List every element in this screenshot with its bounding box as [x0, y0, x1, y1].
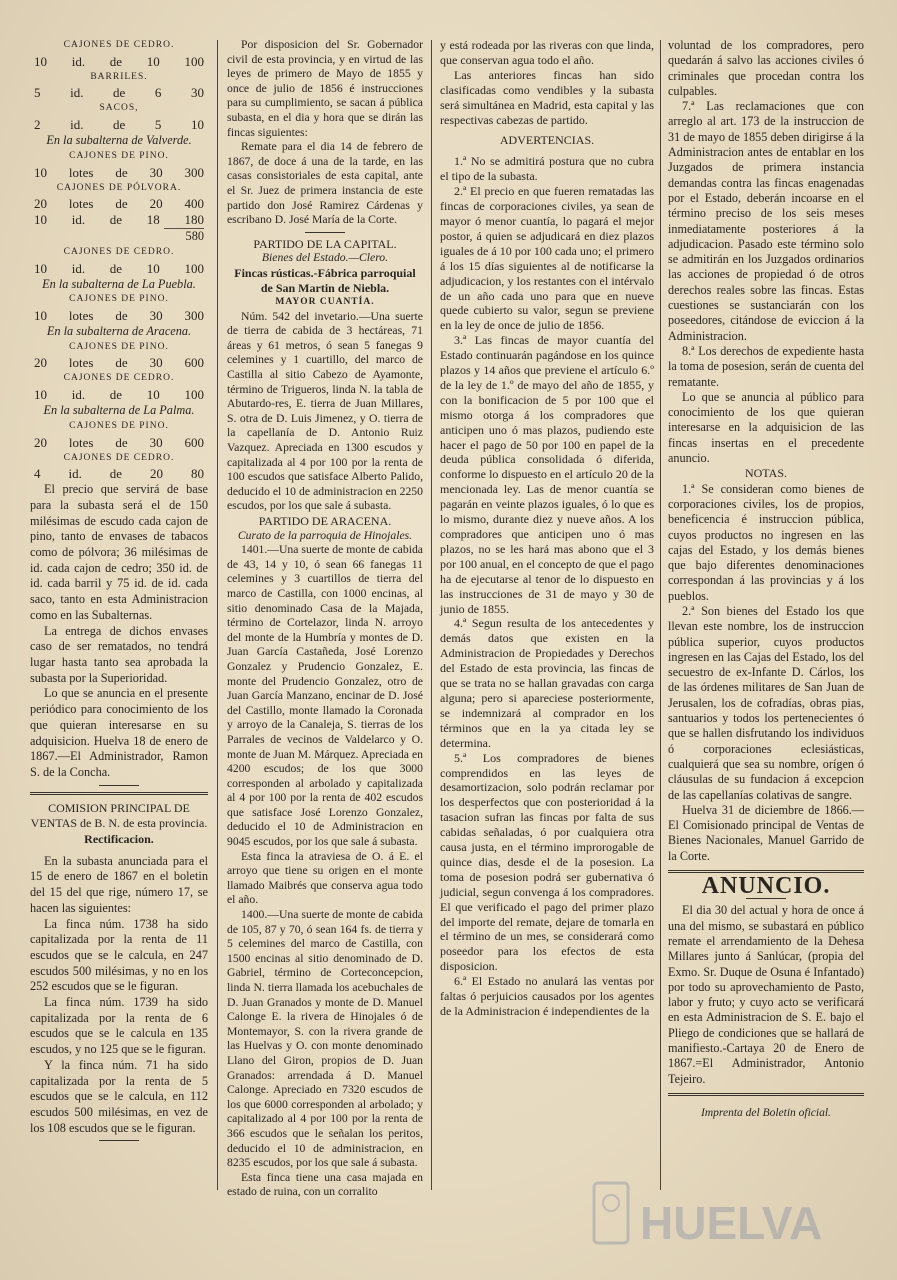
paragraph: 4.ª Segun resulta de los antecedentes y demás datos que existen en la Administracion de Propiedades y Derechos del Estado de esta provincia, las fincas de que se trata no se hallan gravadas con carga alguna; pero si apareciese posteriormente, se indemnizará al comprador en los términos que en la ya citada ley se determina.	[440, 616, 654, 750]
separator	[305, 232, 345, 233]
column-2	[227, 38, 423, 1200]
lot-row: 2 id. de 5 10	[34, 117, 204, 133]
notas-heading: NOTAS.	[744, 466, 788, 481]
lot-row: 10 id. de 10 100	[34, 260, 204, 276]
watermark-text: HUELVA	[640, 1197, 823, 1249]
paragraph: 8.ª Los derechos de expediente hasta la toma de posesion, serán de cuenta del rematante.	[668, 343, 864, 389]
paragraph: Núm. 542 del invetario.—Una suerte de tierra de cabida de 3 hectáreas, 71 áreas y 61 metros, ó sean 5 fanegas 9 celemines y 1 cuartillo, del marco de Castilla al sitio Cabezo de Ayamonte, término de Trigueros, linda N. la tabla de Abutardo-res, E. tierra de Juan Millares, S. otra de D. Luis Jimenez, y O. tierra de la capellanía de D. Antonio Ruiz Vazquez. Apreciada en 1300 escudos y capitalizada al 4 por 100 por la renta de 100 escudos que satisface Alberto Palido, deducido el 10 de administracion en 2250 escudos, por los que sale á subasta.	[227, 309, 423, 513]
lot-row: 10 id. de 10 100	[34, 53, 204, 69]
paragraph: 1400.—Una suerte de monte de cabida de 105, 87 y 70, ó sean 164 fs. de tierra y 5 celemines del marco de Castilla, con 1500 encinas al sitio denominado de D. Gabriel, término de Corteconcepcion, linda N. tierra llamada los acebuchales de D. Juan Granados y monte de D. Manuel Calonge E. la rivera de Hinojales ó de Montemayor, S. con la rivera grande de las Huelvas y O. con monte denominado Llano del Giron, propios de D. Juan Granados: arrendada á D. Manuel Calonge. Apreciado en 7320 escudos de los que 6000 corresponden al arbolado; y capitalizado al 4 por 100 por la renta de 366 escudos que le señalan los peritos, deducido el 10 de administracion, en 8235 escudos, por los que sale á subasta.	[227, 908, 423, 1170]
anuncio-heading: ANUNCIO.	[701, 873, 831, 900]
paragraph: Huelva 31 de diciembre de 1866.—El Comisionado principal de Ventas de Bienes Nacionales, Manuel Garrido de la Corte.	[668, 802, 864, 863]
section-label: CAJONES DE PINO.	[69, 420, 169, 431]
subalterna-heading: En la subalterna de Aracena.	[46, 324, 192, 339]
section-label: CAJONES DE CEDRO.	[63, 246, 175, 257]
paragraph: y está rodeada por las riveras con que linda, que conservan agua todo el año.	[440, 38, 654, 67]
lot-row: 20 lotes de 20 400	[34, 196, 204, 212]
subalterna-heading: En la subalterna de Valverde.	[46, 133, 192, 148]
lot-row: 10 id. de 18 180	[34, 212, 204, 228]
section-label: CAJONES DE PINO.	[69, 150, 169, 161]
paragraph: La finca núm. 1739 ha sido capitalizada por la renta de 6 escudos que se le calcula en 135 escudos, y no 125 que se le figuran.	[30, 995, 208, 1057]
paragraph: Esta finca la atraviesa de O. á E. el arroyo que tiene su origen en el monte llamado Maibrés que conserva agua todo el año.	[227, 849, 423, 907]
section-label: CAJONES DE CEDRO.	[63, 373, 175, 384]
subalterna-heading: En la subalterna de La Puebla.	[42, 276, 196, 291]
section-label: CAJONES DE CEDRO.	[63, 452, 175, 463]
column-rule	[431, 40, 432, 1190]
lot-row: 10 lotes de 30 300	[34, 308, 204, 324]
paragraph: Las anteriores fincas han sido clasificadas como vendibles y la subasta será simultánea en Madrid, esta capital y las respectivas cabezas de partido.	[440, 67, 654, 127]
partido-heading: PARTIDO DE ARACENA.	[258, 514, 392, 528]
paragraph: Por disposicion del Sr. Gobernador civil de esta provincia, y en virtud de las leyes de primero de Mayo de 1855 y once de julio de 1856 é instrucciones para su cumplimiento, se sacan á pública subasta, en el dia y hora que se dirán las fincas siguientes:	[227, 38, 423, 139]
section-label: CAJONES DE PINO.	[69, 341, 169, 352]
partido-heading: PARTIDO DE LA CAPITAL.	[253, 236, 397, 251]
paragraph: Esta finca tiene una casa majada en estado de ruina, con un corralito	[227, 1170, 423, 1199]
section-label: SACOS,	[99, 103, 139, 114]
separator	[99, 1140, 139, 1141]
paragraph: Lo que se anuncia en el presente periódico para conocimiento de los que quieran interesarse en su adquisicion. Huelva 18 de enero de 1867.—El Administrador, Ramon S. de la Concha.	[30, 686, 208, 779]
paragraph: Remate para el dia 14 de febrero de 1867, de doce á una de la tarde, en las casas consistoriales de esta capital, ante el Sr. Juez de primera instancia de este partido don José Ramirez Cárdenas y escribano D. José María de la Corte.	[227, 140, 423, 227]
lot-row: 20 lotes de 30 600	[34, 434, 204, 450]
paragraph: Y la finca núm. 71 ha sido capitalizada por la renta de 5 escudos que se le calcula, en 112 escudos 500 milésimas, en vez de los 108 escudos que se le figuran.	[30, 1057, 208, 1135]
paragraph: El precio que servirá de base para la subasta será el de 150 milésimas de escudo cada cajon de pino, tanto de envases de tabacos como de pólvora; 36 milésimas de id. cada cajon de cedro; 350 id. de id. cada barril y 75 id. de id. cada saco, tanto en esta Administracion como en las Subalternas.	[30, 482, 208, 622]
column-1	[30, 38, 208, 1145]
cuantia-heading: MAYOR CUANTÍA.	[275, 297, 375, 308]
column-4	[668, 38, 864, 1121]
rectificacion-heading: Rectificacion.	[84, 832, 154, 847]
double-rule	[668, 1093, 864, 1096]
lot-row: 5 id. de 6 30	[34, 85, 204, 101]
paragraph: 7.ª Las reclamaciones que con arreglo al art. 173 de la instruccion de 31 de mayo de 1855 deben dirigirse á la Administracion antes de entablar en los Juzgados de primera instancia demandas contra las fincas enagenadas por el Estado, deberán incoarse en el término preciso de los seis meses inmediatamente posteriores á la adjudicacion. Pasado este término solo se admitirán en los Juzgados ordinarios las acciones de propiedad ó de otros derechos reales sobre las fincas. Estas cuestiones se sustanciarán con los poseedores, citándose de eviccion á la Administracion.	[668, 99, 864, 343]
subtotal: 580	[164, 228, 204, 245]
paragraph: 1.ª No se admitirá postura que no cubra el tipo de la subasta.	[440, 154, 654, 184]
paragraph: 5.ª Los compradores de bienes comprendidos en las leyes de desamortizacion, solo podrán reclamar por los desperfectos que con posterioridad á la tasacion sufran las fincas por falta de sus cabidas señaladas, ó por cualquiera otra causa justa, en el término improrogable de quince dias, desde el de la posesion. La toma de posesion podrá ser gubernativa ó judicial, segun convenga á los compradores. El que verificado el pago del primer plazo del importe del remate, dejare de tomarla en el término de un mes, se considerará como poseedor para los efectos de esta disposicion.	[440, 750, 654, 974]
paragraph: 2.ª El precio en que fueren rematadas las fincas de corporaciones civiles, ya sean de mayor ó menor cuantía, lo pagará el mejor postor, á quien se adjudicará en diez plazos iguales de á 10 por 100 cada uno; el primero á los 15 días siguientes al de notificarse la adjudicacion, y los restantes con el intérvalo de un año cada uno para que en nueve quede cubierto su valor, segun se previene en la ley de once de julio de 1856.	[440, 184, 654, 333]
archive-watermark	[590, 1175, 830, 1255]
section-label: CAJONES DE CEDRO.	[63, 40, 175, 50]
paragraph: Lo que se anuncia al público para conocimiento de los que quieran interesarse en la adquisicion de las fincas insertas en el precedente anuncio.	[668, 389, 864, 466]
paragraph: 6.ª El Estado no anulará las ventas por faltas ó perjuicios causados por los agentes de la Administracion é independientes de la	[440, 974, 654, 1018]
column-rule	[217, 40, 218, 1190]
bienes-heading: Bienes del Estado.—Clero.	[261, 251, 389, 265]
paragraph: voluntad de los compradores, pero quedarán á salvo las acciones civiles ó criminales que procedan contra los culpables.	[668, 38, 864, 98]
advertencias-heading: ADVERTENCIAS.	[499, 133, 595, 148]
paragraph: La finca núm. 1738 ha sido capitalizada por la renta de 11 escudos que se le calcula, en 247 escudos 500 milésimas, y no en los 252 escudos que se le figuran.	[30, 916, 208, 994]
paragraph: El dia 30 del actual y hora de once á una del mismo, se subastará en público remate el arrendamiento de la Dehesa Millares junto á Sanlúcar, (propia del Exmo. Sr. Duque de Osuna é Infantado) por todo su aprovechamiento de Pasto, labor y fruto; y cuyo acto se verificará en esta Administracion de S. E. bajo el Pliego de condiciones que se hallará de manifiesto.-Cartaya 20 de Enero de 1867.=El Administrador, Antonio Tejeiro.	[668, 903, 864, 1086]
curato-heading: Curato de la parroquia de Hinojales.	[237, 528, 413, 542]
subalterna-heading: En la subalterna de La Palma.	[43, 403, 195, 418]
commission-heading: COMISION PRINCIPAL DE VENTAS de B. N. de esta provincia.	[30, 800, 208, 831]
imprint-footer: Imprenta del Boletin oficial.	[701, 1106, 831, 1119]
lot-row: 10 lotes de 30 300	[34, 164, 204, 180]
paragraph: En la subasta anunciada para el 15 de enero de 1867 en el boletin del 15 del que rige, número 17, se hacen las siguientes:	[30, 853, 208, 915]
column-rule	[660, 40, 661, 1190]
paragraph: 3.ª Las fincas de mayor cuantía del Estado continuarán pagándose en los quince plazos y 14 años que previene el artículo 6.º de la ley de 1.º de mayo del año de 1855, y con la bonificacion de 5 por 100 que el mismo otorga á los compradores que anticipen uno ó mas plazos, pudiendo este hacer el pago de 50 por 100 en papel de la deuda pública consolidada ó diferida, conforme lo dispuesto en el artículo 20 de la mencionada ley. Las de menor cuantía se pagarán en veinte plazos iguales, ó lo que es lo mismo, durante diez y nueve años. A los compradores que anticipen uno ó mas plazos, no se les hará mas abono que el 3 por 100 anual, en el concepto de que el pago ha de ejecutarse al tenor de lo dispuesto en las instrucciones de 31 de mayo y 30 de junio de 1855.	[440, 333, 654, 616]
paragraph: 1401.—Una suerte de monte de cabida de 43, 14 y 10, ó sean 66 fanegas 11 celemines y 3 cuartillos de tierra del marco de Castilla, con 1000 encinas, al sitio denominado Casa de la Majada, término de Cortelazor, linda N. arroyo del monte de la Humbría y montes de D. Juan García Castañeda, José Lorenzo Gonzalez y Prudencio Gonzalez, E. monte del Prudencio Gonzalez, otro de Juan García Manzano, encinar de D. José del Castillo, monte llamado la Coronada y arroyo de la Canaleja, S. tierras de los Parrales de vecinos de Valdelarco y O. monte de Juan M. Márquez. Apreciada en 4200 escudos; de los que 3000 corresponden al arbolado y capitalizada al 4 por 100 por la renta de 402 escudos que satisface José Lorenzo Gonzalez, deducido el 10 de Administracion en 9045 escudos, por los que sale á subasta.	[227, 543, 423, 849]
fincas-heading: Fincas rústicas.-Fábrica parroquial de San Martin de Niebla.	[234, 265, 416, 295]
lot-row: 10 id. de 10 100	[34, 387, 204, 403]
lot-row: 4 id. de 20 80	[34, 466, 204, 482]
double-rule	[30, 792, 208, 795]
lot-row: 20 lotes de 30 600	[34, 355, 204, 371]
paragraph: 1.ª Se consideran como bienes de corporaciones civiles, los de propios, beneficencia é instruccion pública, cuyos productos no ingresen en las cajas del Estado, y los demás bienes que bajo diferentes denominaciones correspondan á las provincias y á los pueblos.	[668, 481, 864, 603]
archive-seal-icon	[590, 1175, 830, 1255]
section-label: BARRILES.	[90, 71, 148, 82]
paragraph: La entrega de dichos envases caso de ser rematados, no tendrá lugar hasta tanto sea aprobada la subasta por la Superioridad.	[30, 623, 208, 685]
section-label: CAJONES DE PÓLVORA.	[56, 182, 182, 193]
column-3	[440, 38, 654, 1019]
separator	[99, 785, 139, 786]
section-label: CAJONES DE PINO.	[69, 294, 169, 305]
paragraph: 2.ª Son bienes del Estado los que llevan este nombre, los de instruccion pública superior, cuyos productos ingresen en las Cajas del Estado, los del secuestro de ex-Infante D. Cárlos, los de las órdenes militares de San Juan de Jerusalen, los de cofradías, obras pias, santuarios y todos los pertenecientes ó que se hallen disfrutando los individuos ó corporaciones eclesiásticas, cualquierá que sea su nombre, orígen ó cláusulas de su fundacion á excepcion de las capellanías colativas de sangre.	[668, 603, 864, 802]
